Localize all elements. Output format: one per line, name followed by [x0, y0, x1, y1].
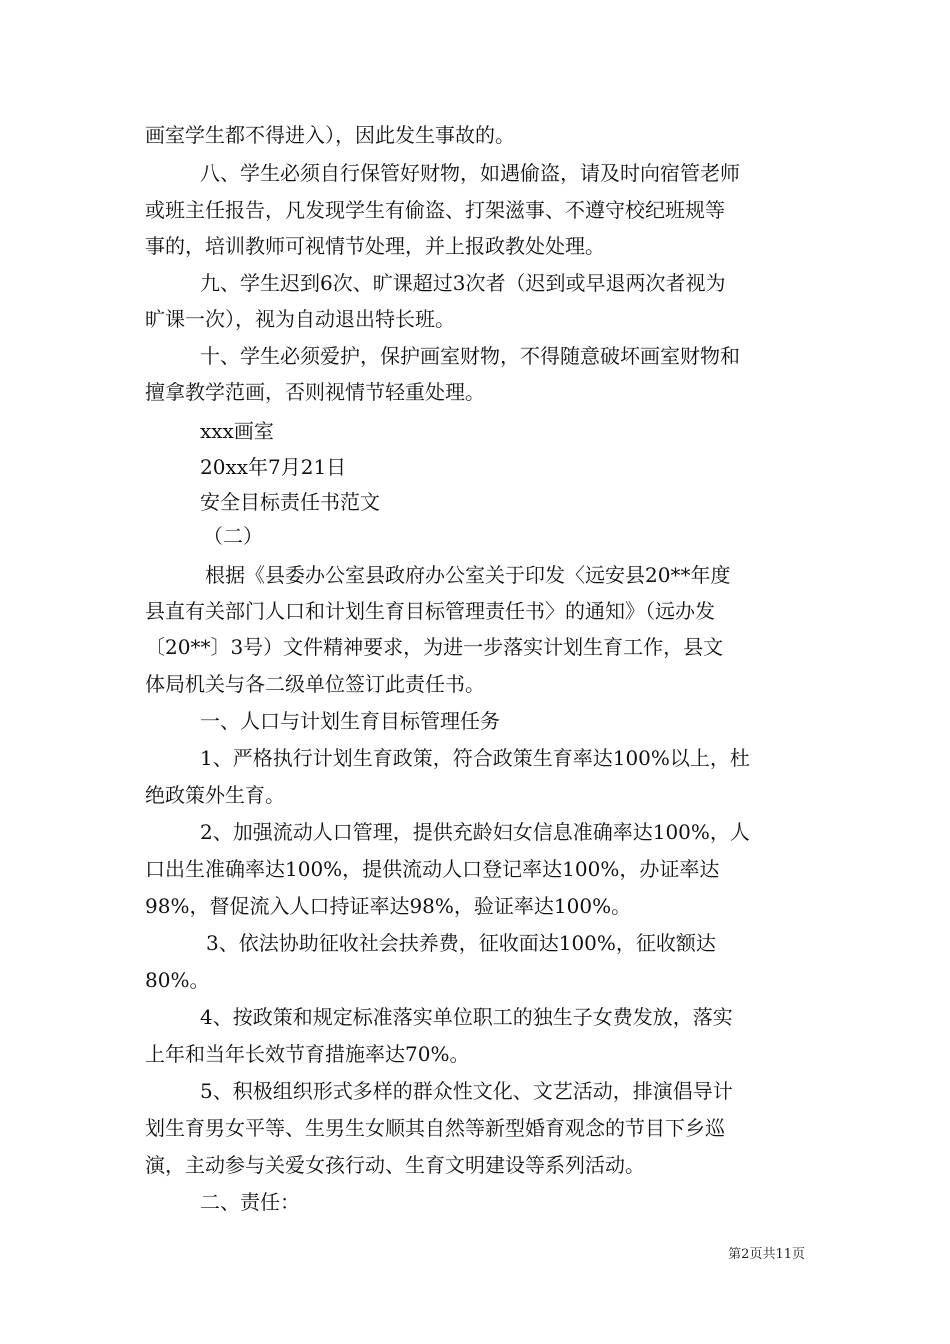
text-line: 旷课一次），视为自动退出特长班。 [145, 307, 455, 331]
text-line: 2、加强流动人口管理，提供充龄妇女信息准确率达100%，人 [200, 820, 750, 844]
text-line: 八、学生必须自行保管好财物，如遇偷盗，请及时向宿管老师 [200, 161, 740, 185]
text-line: 3、依法协助征收社会扶养费，征收面达100%，征收额达 [206, 931, 716, 955]
text-line: 事的，培训教师可视情节处理，并上报政教处处理。 [145, 234, 605, 258]
text-line: 九、学生迟到6次、旷课超过3次者（迟到或早退两次者视为 [200, 271, 726, 295]
text-line: 县直有关部门人口和计划生育目标管理责任书〉的通知》（远办发 [145, 599, 715, 623]
text-line: 4、按政策和规定标准落实单位职工的独生子女费发放，落实 [200, 1005, 733, 1029]
text-line: 1、严格执行计划生育政策，符合政策生育率达100%以上，杜 [200, 746, 750, 770]
text-line: 98%，督促流入人口持证率达98%，验证率达100%。 [145, 894, 632, 918]
text-line: 演，主动参与关爱女孩行动、生育文明建设等系列活动。 [145, 1153, 645, 1177]
page-number: 第2页共11页 [728, 1247, 805, 1262]
signature-org: xxx画室 [200, 419, 274, 443]
text-line: 绝政策外生育。 [145, 783, 285, 807]
text-line: 〔20**〕3号）文件精神要求，为进一步落实计划生育工作，县文 [145, 635, 724, 659]
text-line: 擅拿教学范画，否则视情节轻重处理。 [145, 380, 485, 404]
heading-line: 二、责任： [200, 1190, 300, 1214]
text-line: 体局机关与各二级单位签订此责任书。 [145, 672, 485, 696]
text-line: 画室学生都不得进入），因此发生事故的。 [145, 123, 515, 147]
text-line: 划生育男女平等、生男生女顺其自然等新型婚育观念的节目下乡巡 [145, 1116, 725, 1140]
text-line: 十、学生必须爱护，保护画室财物，不得随意破坏画室财物和 [200, 344, 740, 368]
text-line: 或班主任报告，凡发现学生有偷盗、打架滋事、不遵守校纪班规等 [145, 198, 725, 222]
section-title: 安全目标责任书范文 [200, 490, 380, 514]
text-line: 上年和当年长效节育措施率达70%。 [145, 1042, 470, 1066]
signature-date: 20xx年7月21日 [200, 455, 347, 479]
text-line: 根据《县委办公室县政府办公室关于印发〈远安县20**年度 [205, 563, 731, 587]
heading-line: 一、人口与计划生育目标管理任务 [200, 709, 500, 733]
text-line: 80%。 [145, 968, 210, 992]
section-subtitle: （二） [203, 524, 263, 548]
text-line: 5、积极组织形式多样的群众性文化、文艺活动，排演倡导计 [200, 1079, 733, 1103]
text-line: 口出生准确率达100%，提供流动人口登记率达100%，办证率达 [145, 857, 720, 881]
